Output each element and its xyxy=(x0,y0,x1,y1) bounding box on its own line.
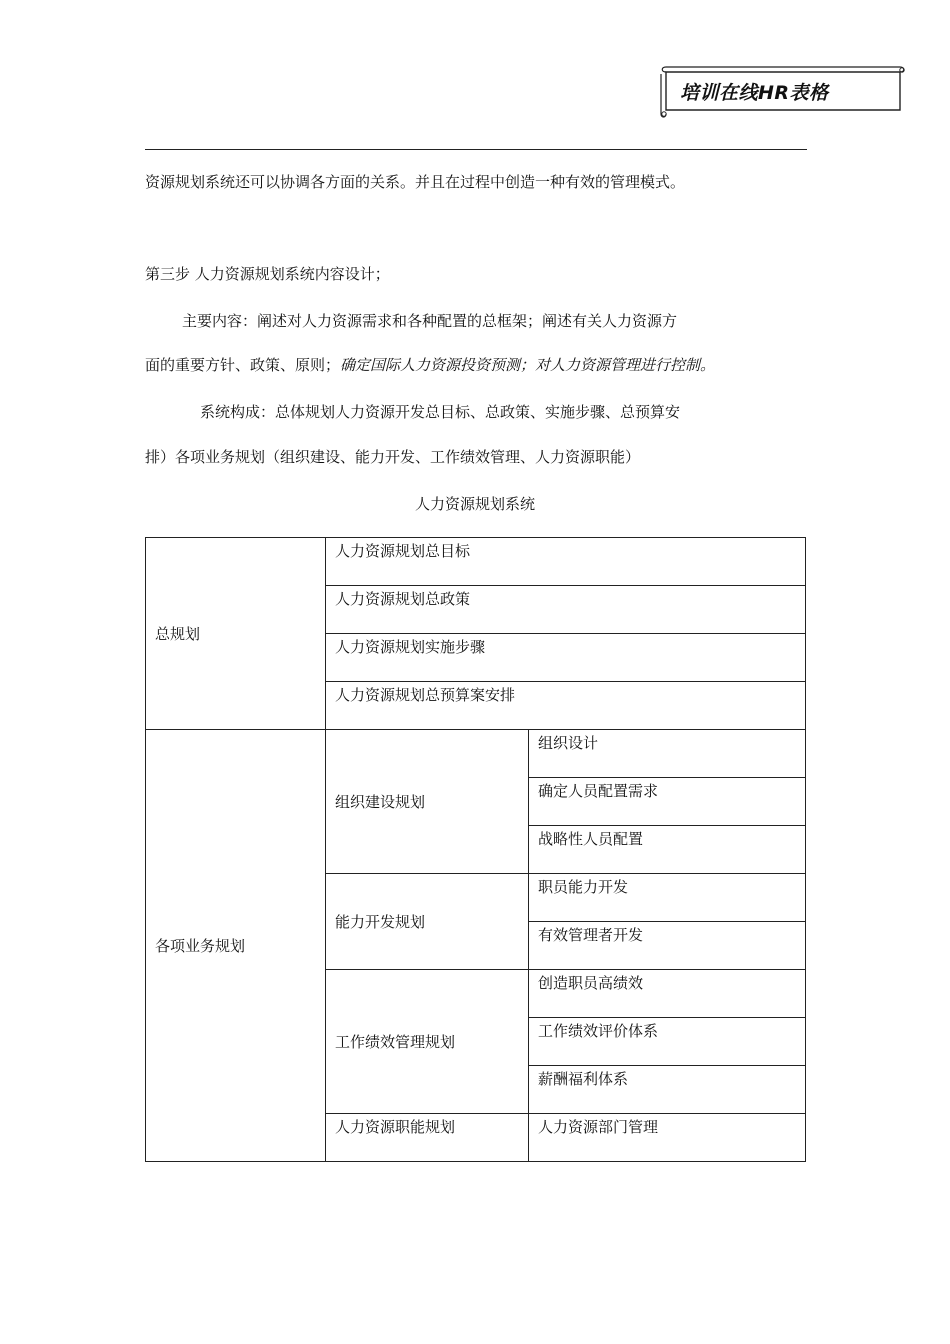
item-cell: 薪酬福利体系 xyxy=(529,1066,806,1114)
step-heading: 第三步 人力资源规划系统内容设计； xyxy=(145,265,390,283)
category-cell: 各项业务规划 xyxy=(146,730,326,1162)
group-cell: 能力开发规划 xyxy=(326,874,529,970)
table-row xyxy=(146,538,806,586)
item-cell: 人力资源规划总预算案安排 xyxy=(326,682,806,730)
category-cell: 总规划 xyxy=(146,538,326,730)
paragraph-line: 排）各项业务规划（组织建设、能力开发、工作绩效管理、人力资源职能） xyxy=(145,448,641,466)
paragraph-line xyxy=(145,355,715,375)
item-cell: 组织设计 xyxy=(529,730,806,778)
item-cell: 人力资源部门管理 xyxy=(529,1114,806,1162)
item-cell: 人力资源规划实施步骤 xyxy=(326,634,806,682)
group-cell: 工作绩效管理规划 xyxy=(326,970,529,1114)
text-segment: 面的重要方针、政策、原则； xyxy=(145,356,341,374)
italic-segment: 对人力资源管理进行控制。 xyxy=(535,356,716,374)
item-cell: 战略性人员配置 xyxy=(529,826,806,874)
item-cell: 确定人员配置需求 xyxy=(529,778,806,826)
item-cell: 职员能力开发 xyxy=(529,874,806,922)
table-row xyxy=(146,730,806,778)
header-banner xyxy=(658,66,906,116)
item-cell: 创造职员高绩效 xyxy=(529,970,806,1018)
banner-title: 培训在线HR表格 xyxy=(680,82,829,104)
paragraph-line: 系统构成：总体规划人力资源开发总目标、总政策、实施步骤、总预算安 xyxy=(200,403,681,421)
group-cell: 人力资源职能规划 xyxy=(326,1114,529,1162)
item-cell: 人力资源规划总目标 xyxy=(326,538,806,586)
item-cell: 工作绩效评价体系 xyxy=(529,1018,806,1066)
header-divider xyxy=(145,149,807,150)
group-cell: 组织建设规划 xyxy=(326,730,529,874)
paragraph-line: 资源规划系统还可以协调各方面的关系。并且在过程中创造一种有效的管理模式。 xyxy=(145,173,686,191)
italic-segment: 确定国际人力资源投资预测； xyxy=(340,356,536,374)
item-cell: 人力资源规划总政策 xyxy=(326,586,806,634)
table-caption: 人力资源规划系统 xyxy=(414,495,535,513)
paragraph-line: 主要内容：阐述对人力资源需求和各种配置的总框架；阐述有关人力资源方 xyxy=(182,312,678,330)
planning-system-table xyxy=(145,537,806,1162)
item-cell: 有效管理者开发 xyxy=(529,922,806,970)
